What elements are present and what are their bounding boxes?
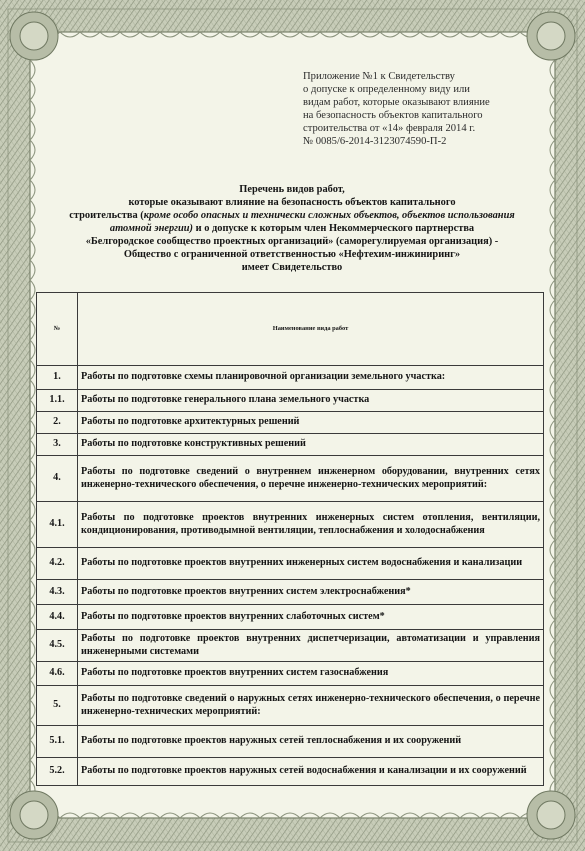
row-number: 4.4. bbox=[37, 605, 78, 630]
header-work-name: Наименование вида работ bbox=[78, 293, 544, 366]
title-italic-text: кроме особо опасных и технически сложных объектов, объектов использования bbox=[143, 210, 515, 221]
title-italic-text: атомной энергии) bbox=[109, 223, 194, 234]
row-text: Работы по подготовке сведений о внутреннем инженерном оборудовании, внутренних сетях инженерно-технического обеспечения, о перечне инженерно-технических мероприятий: bbox=[78, 456, 544, 502]
document-title bbox=[38, 183, 546, 274]
table-row bbox=[37, 580, 544, 605]
row-number: 5. bbox=[37, 686, 78, 726]
header-number: № bbox=[37, 293, 78, 366]
row-number: 4.3. bbox=[37, 580, 78, 605]
title-line: Общество с ограниченной ответственностью «Нефтехим-инжиниринг» bbox=[123, 249, 461, 260]
row-number: 4. bbox=[37, 456, 78, 502]
row-number: 4.1. bbox=[37, 502, 78, 548]
title-text: строительства ( bbox=[69, 210, 144, 221]
appendix-line: видам работ, которые оказывают влияние bbox=[303, 97, 490, 108]
table-row bbox=[37, 548, 544, 580]
row-number: 2. bbox=[37, 412, 78, 434]
row-text: Работы по подготовке проектов внутренних систем электроснабжения* bbox=[78, 580, 544, 605]
table-row bbox=[37, 456, 544, 502]
title-line: Перечень видов работ, bbox=[239, 184, 345, 195]
row-text: Работы по подготовке проектов наружных сетей теплоснабжения и их сооружений bbox=[78, 726, 544, 758]
row-text: Работы по подготовке проектов внутренних систем газоснабжения bbox=[78, 662, 544, 686]
works-table bbox=[36, 292, 544, 786]
row-text: Работы по подготовке проектов внутренних инженерных систем водоснабжения и канализации bbox=[78, 548, 544, 580]
table-row bbox=[37, 662, 544, 686]
title-line: имеет Свидетельство bbox=[241, 262, 343, 273]
table-row bbox=[37, 726, 544, 758]
row-text: Работы по подготовке проектов наружных сетей водоснабжения и канализации и их сооружений bbox=[78, 758, 544, 786]
appendix-line: Приложение №1 к Свидетельству bbox=[303, 71, 455, 82]
row-text: Работы по подготовке схемы планировочной организации земельного участка: bbox=[78, 366, 544, 390]
appendix-line: строительства от «14» февраля 2014 г. bbox=[303, 123, 476, 134]
appendix-line: на безопасность объектов капитального bbox=[303, 110, 483, 121]
title-line: которые оказывают влияние на безопасность объектов капитального bbox=[128, 197, 456, 208]
row-text: Работы по подготовке сведений о наружных сетях инженерно-технического обеспечения, о перечне инженерно-технических мероприятий: bbox=[78, 686, 544, 726]
title-line bbox=[38, 222, 546, 235]
row-text: Работы по подготовке проектов внутренних инженерных систем отопления, вентиляции, кондиционирования, противодымной вентиляции, теплоснабжения и холодоснабжения bbox=[78, 502, 544, 548]
row-number: 5.1. bbox=[37, 726, 78, 758]
table-header-row bbox=[37, 293, 544, 366]
row-text: Работы по подготовке проектов внутренних диспетчеризации, автоматизации и управления инженерными системами bbox=[78, 630, 544, 662]
title-line bbox=[38, 209, 546, 222]
table-row bbox=[37, 758, 544, 786]
table-row bbox=[37, 434, 544, 456]
appendix-certificate-number: № 0085/6-2014-3123074590-П-2 bbox=[303, 136, 447, 147]
row-number: 1.1. bbox=[37, 390, 78, 412]
row-text: Работы по подготовке архитектурных решений bbox=[78, 412, 544, 434]
row-text: Работы по подготовке генерального плана земельного участка bbox=[78, 390, 544, 412]
row-text: Работы по подготовке конструктивных решений bbox=[78, 434, 544, 456]
appendix-line: о допуске к определенному виду или bbox=[303, 84, 470, 95]
row-number: 5.2. bbox=[37, 758, 78, 786]
row-text: Работы по подготовке проектов внутренних слаботочных систем* bbox=[78, 605, 544, 630]
table-row bbox=[37, 412, 544, 434]
row-number: 1. bbox=[37, 366, 78, 390]
row-number: 4.2. bbox=[37, 548, 78, 580]
row-number: 3. bbox=[37, 434, 78, 456]
title-line: «Белгородское сообщество проектных организаций» (саморегулируемая организация) - bbox=[85, 236, 499, 247]
title-text: и о допуске к которым член Некоммерческого партнерства bbox=[193, 223, 475, 234]
table-row bbox=[37, 502, 544, 548]
appendix-note bbox=[303, 70, 555, 148]
table-row bbox=[37, 686, 544, 726]
table-row bbox=[37, 630, 544, 662]
row-number: 4.6. bbox=[37, 662, 78, 686]
table-row bbox=[37, 366, 544, 390]
table-row bbox=[37, 605, 544, 630]
table-row bbox=[37, 390, 544, 412]
row-number: 4.5. bbox=[37, 630, 78, 662]
